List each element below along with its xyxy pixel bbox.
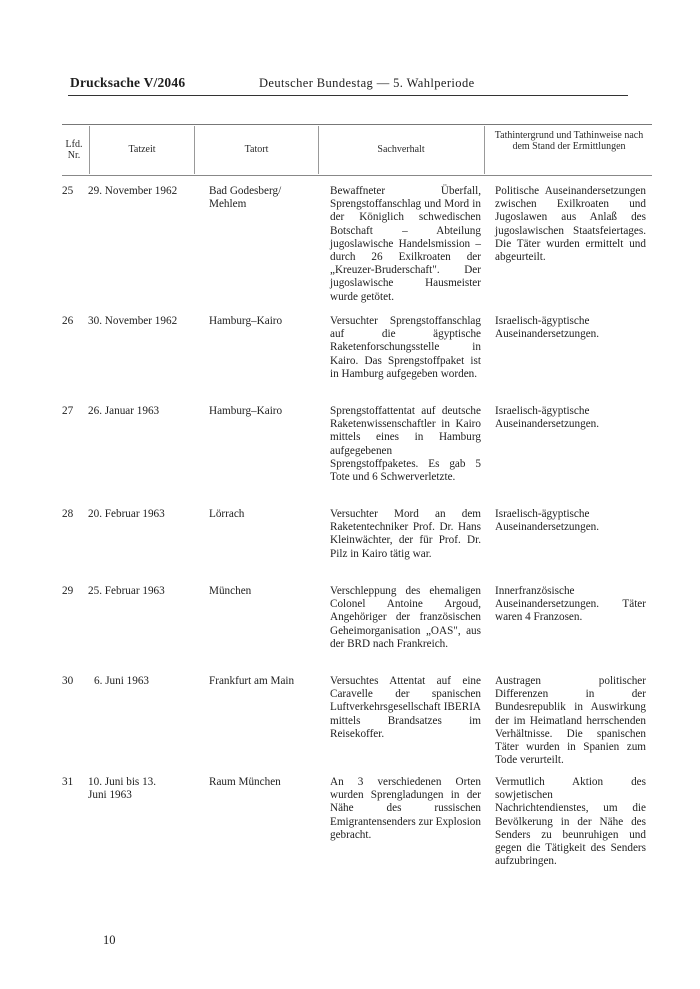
row-hintergrund: Politische Auseinandersetzungen zwischen Exilkroaten und Jugoslawen aus Anlaß des jugoslawischen Staatsfeiertages. Die Täter wurden ermittelt und abgeurteilt.: [495, 185, 646, 264]
row-tatort: Bad Godesberg/ Mehlem: [209, 185, 282, 211]
page-number: 10: [103, 933, 116, 947]
column-header-tatzeit: Tatzeit: [128, 144, 156, 155]
row-hintergrund: Innerfranzösische Auseinandersetzungen. Täter waren 4 Franzosen.: [495, 585, 646, 624]
column-header-nr: Lfd. Nr.: [65, 139, 83, 161]
row-number: 29: [62, 585, 74, 597]
row-tatort: München: [209, 585, 252, 597]
table-header-bottom-rule: [62, 175, 652, 176]
publication-title: Deutscher Bundestag — 5. Wahlperiode: [259, 76, 475, 90]
row-number: 28: [62, 508, 74, 520]
row-tatzeit: 6. Juni 1963: [94, 675, 150, 687]
row-number: 25: [62, 185, 74, 197]
table-header-top-rule: [62, 124, 652, 125]
row-tatort: Hamburg–Kairo: [209, 315, 283, 327]
row-number: 26: [62, 315, 74, 327]
row-tatort: Raum München: [209, 776, 281, 788]
column-header-sachverhalt: Sachverhalt: [377, 144, 425, 155]
row-sachverhalt: Bewaffneter Überfall, Sprengstoffanschlag und Mord in der Königlich schwedischen Botschaft – Abteilung jugoslawische Handelsmission – durch 26 Exilkroaten der „Kreuzer-Bruderschaft". Der jugoslawische Hausmeister wurde getötet.: [330, 185, 481, 303]
page-header: [70, 75, 630, 95]
row-tatort: Frankfurt am Main: [209, 675, 295, 687]
row-tatzeit: 10. Juni bis 13. Juni 1963: [88, 776, 157, 802]
row-tatzeit: 30. November 1962: [88, 315, 178, 327]
row-tatzeit: 20. Februar 1963: [88, 508, 165, 520]
column-divider: [484, 126, 485, 174]
row-tatzeit: 26. Januar 1963: [88, 405, 160, 417]
row-tatzeit: 25. Februar 1963: [88, 585, 165, 597]
column-header-tatort: Tatort: [244, 144, 269, 155]
row-sachverhalt: An 3 verschiedenen Orten wurden Sprengladungen in der Nähe des russischen Emigrantensenders zur Explosion gebracht.: [330, 776, 481, 841]
row-tatort: Lörrach: [209, 508, 245, 520]
row-hintergrund: Austragen politischer Differenzen in der Bundesrepublik in Auswirkung der im Heimatland herrschenden Verhältnisse. Die spanischen Täter wurden in Spanien zum Tode verurteilt.: [495, 675, 646, 767]
row-hintergrund: Vermutlich Aktion des sowjetischen Nachrichtendienstes, um die Bevölkerung in der Nähe des Senders zu beunruhigen und gegen die Tätigkeit des Senders aufzubringen.: [495, 776, 646, 868]
row-number: 31: [62, 776, 74, 788]
row-sachverhalt: Versuchter Mord an dem Raketentechniker Prof. Dr. Hans Kleinwächter, der für Prof. Dr. Pilz in Kairo tätig war.: [330, 508, 481, 560]
row-sachverhalt: Sprengstoffattentat auf deutsche Raketenwissenschaftler in Kairo mittels eines in Hamburg aufgegebenen Sprengstoffpaketes. Es gab 5 Tote und 6 Schwerverletzte.: [330, 405, 481, 484]
header-rule: [68, 95, 628, 96]
row-hintergrund: Israelisch-ägyptische Auseinandersetzungen.: [495, 315, 600, 341]
document-number: Drucksache V/2046: [70, 75, 186, 90]
row-sachverhalt: Versuchtes Attentat auf eine Caravelle der spanischen Luftverkehrsgesellschaft IBERIA mittels Brandsatzes im Reisekoffer.: [330, 675, 481, 740]
row-sachverhalt: Verschleppung des ehemaligen Colonel Antoine Argoud, Angehöriger der französischen Geheimorganisation „OAS", aus der BRD nach Frankreich.: [330, 585, 481, 650]
row-hintergrund: Israelisch-ägyptische Auseinandersetzungen.: [495, 405, 600, 431]
row-number: 30: [62, 675, 74, 687]
row-sachverhalt: Versuchter Sprengstoffanschlag auf die ägyptische Raketenforschungsstelle in Kairo. Das Sprengstoffpaket ist in Hamburg aufgegeben worden.: [330, 315, 481, 380]
row-tatort: Hamburg–Kairo: [209, 405, 283, 417]
column-divider: [194, 126, 195, 174]
row-tatzeit: 29. November 1962: [88, 185, 178, 197]
row-number: 27: [62, 405, 74, 417]
row-hintergrund: Israelisch-ägyptische Auseinandersetzungen.: [495, 508, 600, 534]
column-divider: [89, 126, 90, 174]
column-header-hintergrund: Tathintergrund und Tathinweise nach dem Stand der Ermittlungen: [494, 130, 644, 152]
column-divider: [318, 126, 319, 174]
